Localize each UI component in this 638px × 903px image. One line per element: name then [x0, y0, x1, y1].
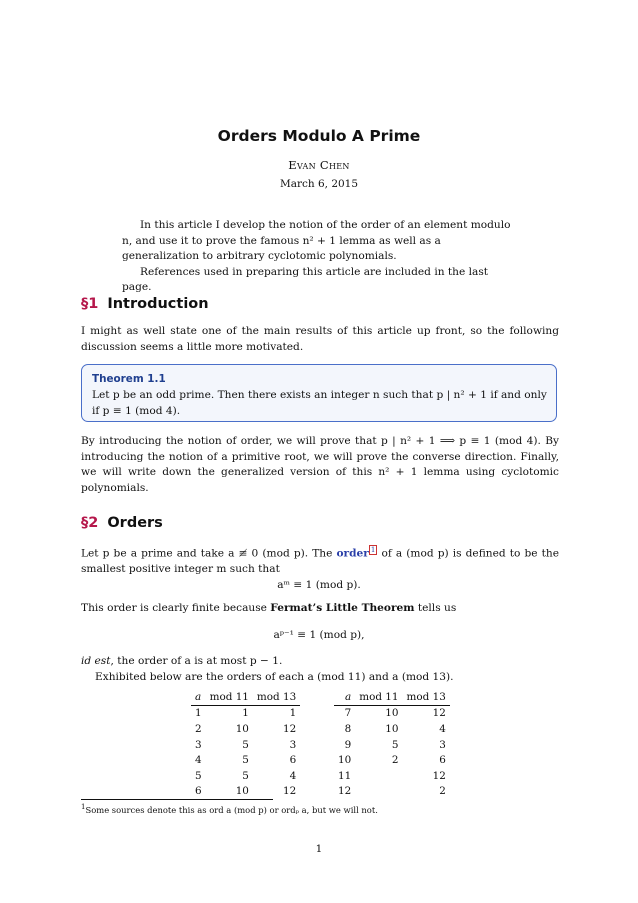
paragraph: [81, 601, 559, 617]
table-cell: 2: [391, 754, 399, 767]
table-cell: 4: [289, 769, 297, 782]
table-cell: 6: [439, 754, 446, 767]
table-cell: 10: [235, 785, 249, 798]
paragraph: [81, 654, 559, 670]
table-cell: [355, 784, 402, 800]
table-row: [334, 721, 450, 737]
table-cell: 9: [344, 738, 352, 751]
table-cell: 3: [439, 738, 446, 751]
id-est: id est: [81, 655, 111, 667]
table-cell: 6: [195, 785, 202, 798]
table-cell: 1: [289, 707, 297, 720]
intro-paragraph: [81, 324, 559, 355]
table-cell: 2: [195, 722, 202, 735]
table-cell: 7: [344, 707, 352, 720]
table-row: [334, 784, 450, 800]
table-cell: 12: [432, 769, 446, 782]
table-cell: 10: [385, 722, 399, 735]
table-cell: 2: [439, 785, 446, 798]
author: Evan Chen: [288, 158, 350, 172]
table-cell: 10: [385, 707, 399, 720]
table-cell: 5: [391, 738, 399, 751]
table-cell: 4: [195, 754, 202, 767]
paragraph: [81, 543, 559, 578]
table-row: [191, 784, 300, 800]
footnote-number: 1: [81, 803, 86, 811]
section-heading-orders: [81, 515, 163, 531]
table-row: [334, 705, 450, 721]
table-row: [334, 752, 450, 768]
footnote-rule: [81, 799, 273, 800]
orders-table-right: [334, 689, 450, 799]
orders-paragraph-3: [81, 654, 559, 685]
header-mod11: mod 11: [206, 689, 253, 705]
section-title: Introduction: [107, 296, 209, 312]
table-row: [334, 737, 450, 753]
section-title: Orders: [107, 515, 163, 531]
table-row: [334, 768, 450, 784]
footnote: [81, 803, 378, 815]
table-cell: 12: [282, 785, 297, 798]
page-number: 1: [315, 843, 323, 855]
footnote-text: Some sources denote this as ord a (mod p) or ordₚ a, but we will not.: [85, 804, 378, 815]
table-cell: 4: [439, 722, 446, 735]
table-cell: 3: [195, 738, 202, 751]
orders-table-left: [191, 689, 300, 799]
table-row: [191, 752, 300, 768]
footnote-link[interactable]: 1: [370, 546, 376, 554]
section-heading-introduction: [81, 296, 209, 312]
text-run: This order is clearly finite because: [81, 602, 267, 614]
table-cell: 11: [338, 769, 352, 782]
header-a: a: [191, 689, 206, 705]
abstract-paragraph: In this article I develop the notion of the order of an element modulo n, and use it to prove the famous n² + 1 lemma as well as a generalization to arbitrary cyclotomic polynomials.: [122, 219, 511, 262]
text-run: of a (mod p) is defined to be the smallest positive integer m such that: [81, 547, 559, 576]
orders-paragraph-2: [81, 601, 559, 617]
theorem-label: Theorem 1.1: [92, 373, 166, 385]
equation-1: aᵐ ≡ 1 (mod p).: [277, 579, 361, 591]
table-cell: 1: [195, 707, 202, 720]
flt-term: Fermat’s Little Theorem: [270, 602, 415, 614]
table-cell: 3: [289, 738, 297, 751]
intro-paragraph-2: [81, 434, 559, 496]
table-cell: [355, 768, 402, 784]
table-cell: 10: [338, 754, 352, 767]
order-term: order: [336, 547, 369, 560]
section-number: §1: [81, 296, 99, 312]
paragraph-text: Exhibited below are the orders of each a (mod 11) and a (mod 13).: [95, 670, 454, 683]
table-row: [191, 768, 300, 784]
table-cell: 12: [338, 785, 352, 798]
table-cell: 5: [195, 769, 202, 782]
text-run: Let p be a prime and take a ≢ 0 (mod p). The: [81, 547, 333, 560]
table-cell: 12: [432, 707, 446, 720]
paragraph-text: By introducing the notion of order, we will prove that p | n² + 1 ⟹ p ≡ 1 (mod 4). By introducing the notion of a primitive root, we will prove the converse direction. Finally, we will write down the generalized version of this n² + 1 lemma using cyclotomic polynomials.: [81, 435, 559, 494]
table-cell: 6: [289, 754, 297, 767]
table-cell: 5: [242, 738, 249, 751]
table-cell: 8: [344, 722, 352, 735]
text-run: tells us: [417, 602, 457, 614]
table-row: [191, 737, 300, 753]
orders-definition-paragraph: [81, 543, 559, 578]
abstract: [122, 218, 518, 296]
table-cell: 5: [242, 769, 249, 782]
table-row: [191, 721, 300, 737]
header-mod13: mod 13: [403, 689, 450, 705]
theorem-box: [81, 364, 557, 422]
abstract-paragraph: References used in preparing this article are included in the last page.: [122, 265, 489, 293]
table-cell: 10: [235, 722, 249, 735]
theorem-text: Let p be an odd prime. Then there exists an integer n such that p | n² + 1 if and only if p ≡ 1 (mod 4).: [92, 389, 547, 417]
paper-title: Orders Modulo A Prime: [217, 127, 421, 145]
section-number: §2: [81, 515, 99, 531]
table-row: [191, 705, 300, 721]
table-cell: 12: [282, 722, 297, 735]
equation-2: aᵖ⁻¹ ≡ 1 (mod p),: [273, 629, 365, 641]
paragraph-text: I might as well state one of the main results of this article up front, so the following discussion seems a little more motivated.: [81, 325, 559, 353]
table-cell: 5: [242, 754, 249, 767]
table-header-row: [334, 689, 450, 705]
table-header-row: [191, 689, 300, 705]
table-cell: 1: [242, 707, 249, 720]
header-mod11: mod 11: [355, 689, 402, 705]
date: March 6, 2015: [279, 178, 359, 190]
text-run: , the order of a is at most p − 1.: [110, 655, 283, 667]
header-a: a: [334, 689, 355, 705]
header-mod13: mod 13: [253, 689, 300, 705]
